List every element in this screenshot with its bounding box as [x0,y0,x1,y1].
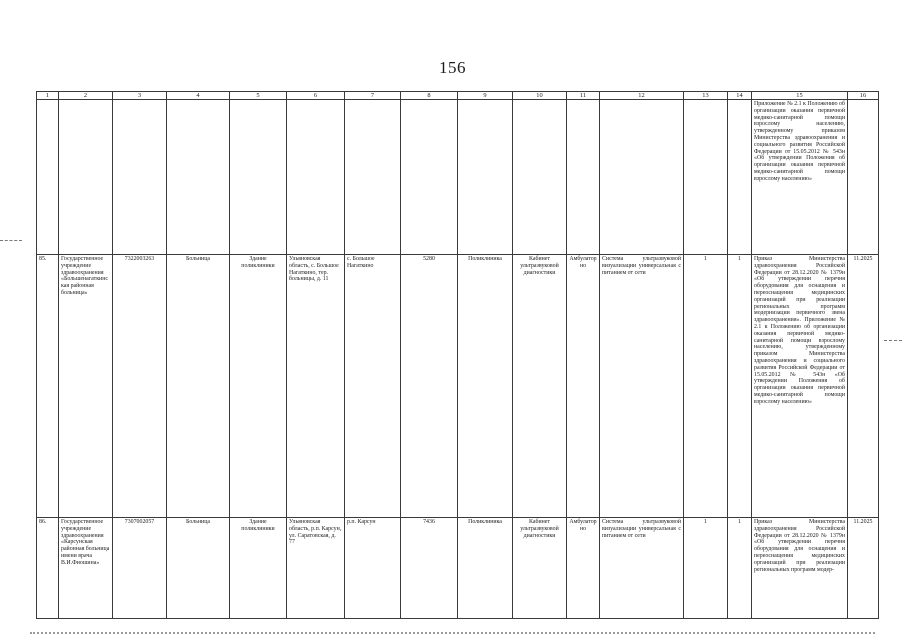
care-form-cell: Амбулаторно [567,518,600,619]
registry-table [36,91,879,619]
column-number: 1 [37,92,59,100]
quantity-cell: 1 [728,518,752,619]
column-number: 2 [59,92,113,100]
facility-type-cell: Больница [167,255,230,518]
address-cell: Ульяновская область, с. Большое Нагаткино, тер. больницы, д. 11 [287,255,345,518]
column-number: 16 [848,92,879,100]
column-number: 12 [600,92,684,100]
column-number: 9 [458,92,513,100]
column-number: 15 [752,92,848,100]
address-cell: Ульяновская область, р.п. Карсун, ул. Саратовская, д. 77 [287,518,345,619]
unit-cell: Поликлиника [458,255,513,518]
care-form-cell: Амбулаторно [567,255,600,518]
scan-bottom-edge [30,632,875,634]
date-cell: 11.2025 [848,518,879,619]
organization-cell: Государственное учреждение здравоохранения «Карсунская районная больница имени врача В.И.Фиошина» [59,518,113,619]
settlement-cell: с. Большое Нагаткино [345,255,401,518]
page-number: 156 [439,58,466,77]
table-row [37,518,879,619]
column-number: 11 [567,92,600,100]
scan-edge-mark-right [884,340,902,341]
facility-type-cell: Больница [167,518,230,619]
equipment-cell: Система ультразвуковой визуализации универсальная с питанием от сети [600,518,684,619]
column-number: 10 [513,92,567,100]
column-number: 4 [167,92,230,100]
column-number: 7 [345,92,401,100]
column-number: 8 [401,92,458,100]
row-number: 86. [37,518,59,619]
legal-basis-cell: Приказ Министерства здравоохранения Российской Федерации от 28.12.2020 № 1379н «Об утверждении перечня оборудования для оснащения и переоснащения медицинских организаций при реализации региональных программ модернизации первичного звена здравоохранения». Приложение № 2.1 к Положению об организации оказания первичной медико-санитарной помощи взрослому населению, утвержденному приказом Министерства здравоохранения и социального развития Российской Федерации от 15.05.2012 № 543н «Об утверждении Положения об организации оказания первичной медико-санитарной помощи взрослому населению» [752,255,848,518]
building-cell: Здание поликлиники [230,518,287,619]
date-cell: 11.2025 [848,255,879,518]
organization-cell: Государственное учреждение здравоохранения «Большенагаткинская районная больница» [59,255,113,518]
row-number: 85. [37,255,59,518]
column-number: 6 [287,92,345,100]
quantity-cell: 1 [684,518,728,619]
equipment-cell: Система ультразвуковой визуализации универсальная с питанием от сети [600,255,684,518]
building-cell: Здание поликлиники [230,255,287,518]
column-number: 5 [230,92,287,100]
code-cell: 7436 [401,518,458,619]
legal-basis-cell: Приказ Министерства здравоохранения Российской Федерации от 28.12.2020 № 1379н «Об утверждении перечня оборудования для оснащения и переоснащения медицинских организаций при реализации региональных программ модер- [752,518,848,619]
table-row [37,255,879,518]
inn-cell: 7322003263 [113,255,167,518]
table-row-continuation [37,100,879,255]
column-number-row [37,92,879,100]
column-number: 14 [728,92,752,100]
scan-edge-mark-left [0,240,22,241]
legal-basis-cell: Приложение № 2.1 к Положению об организации оказания первичной медико-санитарной помощи взрослому населению, утвержденному приказом Министерства здравоохранения и социального развития Российской Федерации от 15.05.2012 № 543н «Об утверждении Положения об организации оказания первичной медико-санитарной помощи взрослому населению» [752,100,848,255]
room-cell: Кабинет ультразвуковой диагностики [513,255,567,518]
inn-cell: 7307002057 [113,518,167,619]
quantity-cell: 1 [728,255,752,518]
column-number: 3 [113,92,167,100]
column-number: 13 [684,92,728,100]
room-cell: Кабинет ультразвуковой диагностики [513,518,567,619]
unit-cell: Поликлиника [458,518,513,619]
quantity-cell: 1 [684,255,728,518]
code-cell: 5280 [401,255,458,518]
settlement-cell: р.п. Карсун [345,518,401,619]
